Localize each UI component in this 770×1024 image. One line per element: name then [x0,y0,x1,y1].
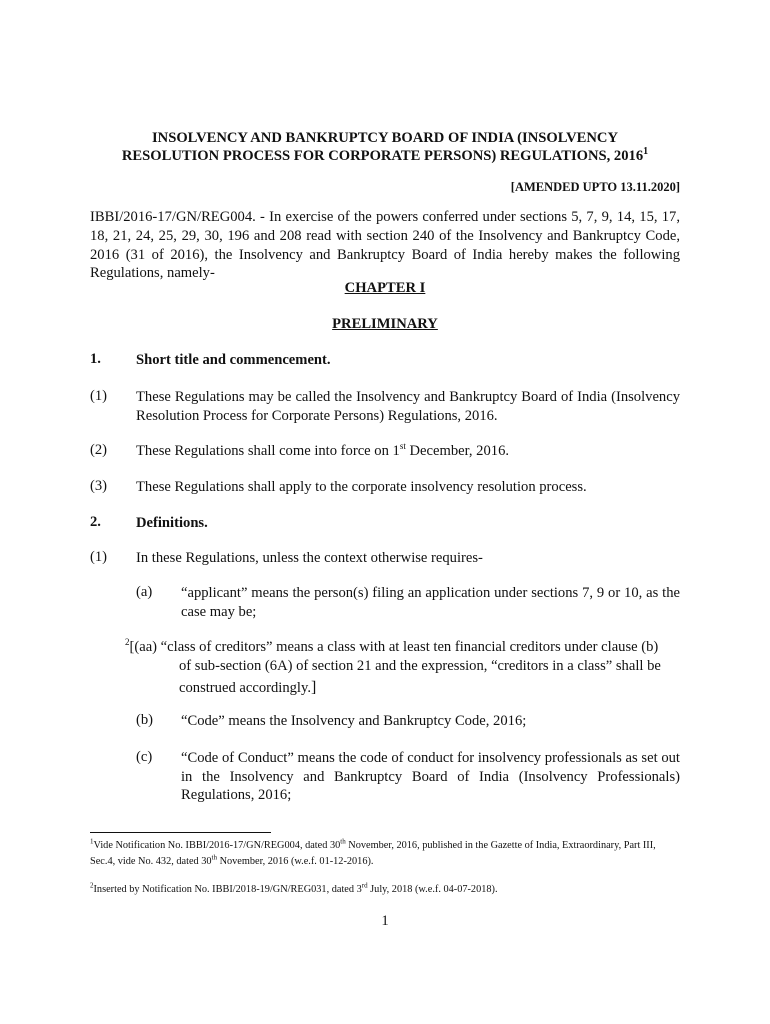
definition-aa-close-bracket: ] [310,679,317,696]
footnote-2-ref[interactable]: 2 [125,637,130,648]
clause-2-ordinal: st [399,441,406,452]
page-number: 1 [381,913,389,929]
section-2-clause-1-number: (1) [90,549,108,565]
title-line-1: INSOLVENCY AND BANKRUPTCY BOARD OF INDIA (INSOLVENCY [152,130,618,146]
definition-aa-line-1 [125,638,658,657]
section-1-clause-2-text [136,442,680,461]
title-line-2: RESOLUTION PROCESS FOR CORPORATE PERSONS) REGULATIONS, 2016 [121,148,644,164]
clause-2-text-start: These Regulations shall come into force on 1 [136,443,400,459]
definition-b-text: “Code” means the Insolvency and Bankruptcy Code, 2016; [181,713,527,729]
clause-2-text-end: December, 2016. [405,443,510,459]
footnote-2-marker: 2 [90,881,94,890]
footnote-1-text-b: November, 2016, published in the Gazette of India, Extraordinary, Part III, Sec.4, vide No. 432, dated 30 [90,840,656,867]
footnote-1-marker: 1 [90,837,94,846]
footnote-1-ordinal-b: th [211,853,217,862]
footnote-1-text-a: Vide Notification No. IBBI/2016-17/GN/REG004, dated 30 [93,840,341,851]
section-1-clause-3-number: (3) [90,478,108,494]
definition-a-text: “applicant” means the person(s) filing an application under sections 7, 9 or 10, as the case may be; [181,585,680,620]
definition-aa-text-1: [(aa) “class of creditors” means a class with at least ten financial creditors under clause (b) [129,639,659,655]
document-title [90,129,680,165]
footnote-2 [90,882,680,898]
footnote-1-ordinal-a: th [340,837,346,846]
footnote-1 [90,838,680,870]
section-1-number: 1. [90,351,101,367]
section-1-clause-1-number: (1) [90,388,108,404]
footnote-2-text-b: July, 2018 (w.e.f. 04-07-2018). [367,884,498,895]
section-1-heading: Short title and commencement. [136,352,331,368]
footnote-1-text-c: November, 2016 (w.e.f. 01-12-2016). [217,856,374,867]
definition-c-label: (c) [136,749,153,765]
section-2-heading: Definitions. [136,515,208,531]
definition-c-text: “Code of Conduct” means the code of conduct for insolvency professionals as set out in the Insolvency and Bankruptcy Board of India (Insolvency Professionals) Regulations, 2016; [181,750,680,804]
footnote-divider [90,832,271,833]
amended-note: [AMENDED UPTO 13.11.2020] [510,180,680,194]
chapter-title: PRELIMINARY [332,316,438,332]
definition-aa-text-2: of sub-section (6A) of section 21 and the expression, “creditors in a class” shall be [179,658,661,674]
footnote-2-ordinal: rd [361,881,368,890]
footnote-2-text-a: Inserted by Notification No. IBBI/2018-19/GN/REG031, dated 3 [93,884,362,895]
preamble: IBBI/2016-17/GN/REG004. - In exercise of the powers conferred under sections 5, 7, 9, 14, 15, 17, 18, 21, 24, 25, 29, 30, 196 and 208 read with section 240 of the Insolvency and Bankruptcy Code, 2016 (31 of 2016), the Insolvency and Bankruptcy Board of India hereby makes the following Regulations, namely- [90,209,680,282]
definition-a-label: (a) [136,584,153,600]
definition-aa-rest [179,656,680,699]
definition-aa-text-3: construed accordingly. [179,680,311,696]
section-1-clause-3-text: These Regulations shall apply to the corporate insolvency resolution process. [136,479,587,495]
chapter-heading: CHAPTER I [344,280,426,296]
section-1-clause-1-text: These Regulations may be called the Insolvency and Bankruptcy Board of India (Insolvency Resolution Process for Corporate Persons) Regulations, 2016. [136,389,680,424]
section-2-clause-1-text: In these Regulations, unless the context otherwise requires- [136,550,483,566]
title-footnote-ref[interactable]: 1 [643,146,649,158]
definition-b-label: (b) [136,712,154,728]
section-2-number: 2. [90,514,101,530]
section-1-clause-2-number: (2) [90,442,108,458]
